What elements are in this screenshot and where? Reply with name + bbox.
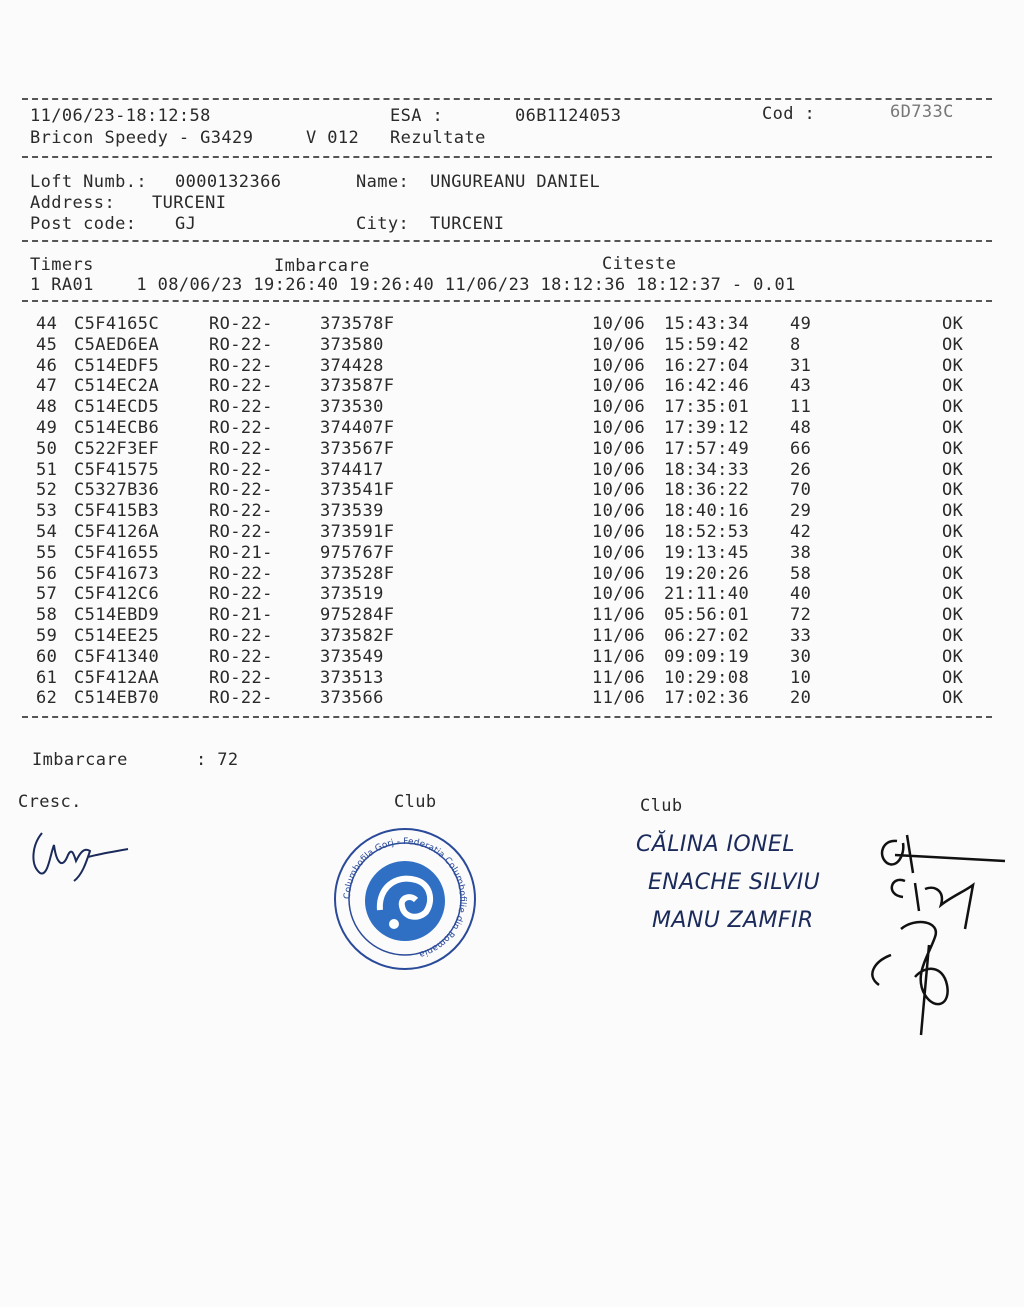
row-number: 54 [36, 522, 58, 542]
row-number: 48 [36, 397, 58, 418]
position: 10 [790, 667, 812, 688]
esa-label: ESA : [390, 106, 444, 126]
row-number: 57 [36, 584, 58, 605]
city-value: TURCENI [430, 214, 505, 234]
row-number: 55 [36, 542, 58, 563]
chip-code: C514EC2A [74, 376, 160, 397]
ring-prefix: RO-22- [209, 626, 273, 646]
arrival-date: 10/06 [592, 397, 646, 418]
arrival-date: 10/06 [592, 376, 646, 397]
row-number: 45 [36, 334, 58, 355]
position: 8 [790, 334, 801, 355]
status: OK [942, 688, 964, 709]
chip-code: C5F41673 [74, 563, 160, 584]
ring-prefix: RO-22- [209, 418, 273, 438]
ring-prefix: RO-22- [209, 667, 273, 688]
status: OK [942, 542, 964, 563]
table-row [0, 626, 1000, 646]
arrival-time: 18:34:33 [664, 459, 750, 480]
summary-imbarcare-value: : 72 [196, 750, 239, 770]
position: 49 [790, 314, 812, 334]
table-row [0, 376, 1000, 396]
status: OK [942, 667, 964, 688]
status: OK [942, 334, 964, 355]
club-member-3: MANU ZAMFIR [652, 908, 814, 933]
position: 72 [790, 605, 812, 626]
ring-number: 373539 [320, 501, 384, 522]
divider [22, 240, 992, 242]
table-row [0, 314, 1000, 334]
esa-value: 06B1124053 [515, 106, 622, 126]
status: OK [942, 376, 964, 397]
ring-prefix: RO-22- [209, 355, 273, 376]
ring-number: 373587F [320, 376, 395, 397]
ring-number: 373530 [320, 397, 384, 418]
chip-code: C514ECB6 [74, 418, 160, 438]
chip-code: C5F41340 [74, 646, 160, 667]
position: 38 [790, 542, 812, 563]
ring-prefix: RO-22- [209, 501, 273, 522]
arrival-date: 10/06 [592, 522, 646, 542]
club-stamp [332, 826, 478, 972]
chip-code: C5F41575 [74, 459, 160, 480]
club-member-2: ENACHE SILVIU [648, 870, 821, 895]
arrival-date: 10/06 [592, 334, 646, 355]
status: OK [942, 522, 964, 542]
arrival-date: 11/06 [592, 605, 646, 626]
status: OK [942, 584, 964, 605]
print-datetime: 11/06/23-18:12:58 [30, 106, 211, 126]
row-number: 53 [36, 501, 58, 522]
ring-number: 373519 [320, 584, 384, 605]
ring-prefix: RO-21- [209, 605, 273, 626]
ring-number: 373578F [320, 314, 395, 334]
arrival-date: 11/06 [592, 688, 646, 709]
ring-prefix: RO-21- [209, 542, 273, 563]
table-row [0, 480, 1000, 500]
table-row [0, 647, 1000, 667]
arrival-time: 18:36:22 [664, 480, 750, 501]
position: 70 [790, 480, 812, 501]
mode: Rezultate [390, 128, 486, 148]
device-name: Bricon Speedy - G3429 [30, 128, 254, 148]
loft-label: Loft Numb.: [30, 172, 147, 192]
position: 26 [790, 459, 812, 480]
table-row [0, 668, 1000, 688]
ring-number: 374428 [320, 355, 384, 376]
position: 42 [790, 522, 812, 542]
row-number: 58 [36, 605, 58, 626]
ring-number: 374417 [320, 459, 384, 480]
ring-number: 975284F [320, 605, 395, 626]
arrival-date: 10/06 [592, 542, 646, 563]
status: OK [942, 480, 964, 501]
position: 30 [790, 646, 812, 667]
position: 40 [790, 584, 812, 605]
city-label: City: [356, 214, 410, 234]
postcode-label: Post code: [30, 214, 137, 234]
address-value: TURCENI [152, 193, 227, 213]
row-number: 44 [36, 314, 58, 334]
position: 29 [790, 501, 812, 522]
ring-number: 374407F [320, 418, 395, 438]
arrival-time: 18:52:53 [664, 522, 750, 542]
ring-number: 373541F [320, 480, 395, 501]
club-member-1: CĂLINA IONEL [636, 832, 795, 857]
table-row [0, 584, 1000, 604]
chip-code: C5F412C6 [74, 584, 160, 605]
imbarcare-label: Imbarcare [274, 256, 370, 276]
ring-number: 373549 [320, 646, 384, 667]
ring-number: 975767F [320, 542, 395, 563]
status: OK [942, 646, 964, 667]
arrival-time: 16:42:46 [664, 376, 750, 397]
arrival-time: 18:40:16 [664, 501, 750, 522]
member-signatures [855, 825, 1015, 1045]
version: V 012 [306, 128, 360, 148]
address-label: Address: [30, 193, 116, 213]
table-row [0, 564, 1000, 584]
arrival-date: 10/06 [592, 501, 646, 522]
status: OK [942, 459, 964, 480]
ring-number: 373528F [320, 563, 395, 584]
chip-code: C514EB70 [74, 688, 160, 709]
stamp-text: Columbofila Gorj - Federatia Columbofilie din Romania [342, 836, 468, 960]
arrival-date: 11/06 [592, 626, 646, 646]
arrival-date: 10/06 [592, 459, 646, 480]
chip-code: C514EE25 [74, 626, 160, 646]
arrival-time: 17:35:01 [664, 397, 750, 418]
table-row [0, 356, 1000, 376]
row-number: 50 [36, 438, 58, 459]
cod-label: Cod : [762, 104, 816, 124]
ring-prefix: RO-22- [209, 688, 273, 709]
position: 33 [790, 626, 812, 646]
position: 43 [790, 376, 812, 397]
arrival-date: 10/06 [592, 563, 646, 584]
divider [22, 300, 992, 302]
table-row [0, 460, 1000, 480]
table-row [0, 439, 1000, 459]
chip-code: C5F4126A [74, 522, 160, 542]
chip-code: C5327B36 [74, 480, 160, 501]
chip-code: C5F41655 [74, 542, 160, 563]
chip-code: C514EBD9 [74, 605, 160, 626]
name-value: UNGUREANU DANIEL [430, 172, 601, 192]
citeste-label: Citeste [602, 254, 677, 274]
chip-code: C5AED6EA [74, 334, 160, 355]
timers-label: Timers [30, 255, 94, 275]
name-label: Name: [356, 172, 410, 192]
arrival-date: 10/06 [592, 314, 646, 334]
status: OK [942, 397, 964, 418]
arrival-date: 10/06 [592, 438, 646, 459]
cresc-label: Cresc. [18, 792, 82, 812]
ring-number: 373582F [320, 626, 395, 646]
arrival-time: 19:20:26 [664, 563, 750, 584]
arrival-date: 10/06 [592, 418, 646, 438]
arrival-date: 10/06 [592, 355, 646, 376]
chip-code: C5F415B3 [74, 501, 160, 522]
table-row [0, 522, 1000, 542]
row-number: 62 [36, 688, 58, 709]
ring-number: 373580 [320, 334, 384, 355]
ring-prefix: RO-22- [209, 480, 273, 501]
ring-prefix: RO-22- [209, 459, 273, 480]
timer-line: 1 RA01 1 08/06/23 19:26:40 19:26:40 11/06/23 18:12:36 18:12:37 - 0.01 [30, 275, 796, 295]
arrival-date: 11/06 [592, 667, 646, 688]
ring-number: 373591F [320, 522, 395, 542]
chip-code: C5F412AA [74, 667, 160, 688]
position: 31 [790, 355, 812, 376]
row-number: 49 [36, 418, 58, 438]
arrival-time: 17:39:12 [664, 418, 750, 438]
loft-value: 0000132366 [175, 172, 282, 192]
row-number: 60 [36, 646, 58, 667]
ring-prefix: RO-22- [209, 584, 273, 605]
row-number: 51 [36, 459, 58, 480]
ring-prefix: RO-22- [209, 438, 273, 459]
arrival-time: 10:29:08 [664, 667, 750, 688]
ring-number: 373567F [320, 438, 395, 459]
table-row [0, 335, 1000, 355]
table-row [0, 397, 1000, 417]
ring-number: 373513 [320, 667, 384, 688]
club-label-2: Club [640, 796, 683, 816]
arrival-time: 17:02:36 [664, 688, 750, 709]
table-row [0, 501, 1000, 521]
chip-code: C522F3EF [74, 438, 160, 459]
arrival-time: 15:43:34 [664, 314, 750, 334]
status: OK [942, 605, 964, 626]
status: OK [942, 501, 964, 522]
position: 48 [790, 418, 812, 438]
arrival-time: 15:59:42 [664, 334, 750, 355]
status: OK [942, 418, 964, 438]
ring-prefix: RO-22- [209, 563, 273, 584]
ring-prefix: RO-22- [209, 646, 273, 667]
row-number: 52 [36, 480, 58, 501]
table-row [0, 418, 1000, 438]
ring-prefix: RO-22- [209, 314, 273, 334]
cod-value: 6D733C [890, 102, 954, 122]
status: OK [942, 355, 964, 376]
table-row [0, 543, 1000, 563]
divider [22, 716, 992, 718]
ring-prefix: RO-22- [209, 376, 273, 397]
table-row [0, 688, 1000, 708]
divider [22, 98, 992, 100]
arrival-date: 10/06 [592, 480, 646, 501]
club-label: Club [394, 792, 437, 812]
row-number: 47 [36, 376, 58, 397]
arrival-time: 19:13:45 [664, 542, 750, 563]
arrival-date: 10/06 [592, 584, 646, 605]
row-number: 46 [36, 355, 58, 376]
arrival-time: 17:57:49 [664, 438, 750, 459]
position: 11 [790, 397, 812, 418]
arrival-time: 06:27:02 [664, 626, 750, 646]
row-number: 59 [36, 626, 58, 646]
breeder-signature [28, 825, 138, 885]
status: OK [942, 626, 964, 646]
status: OK [942, 438, 964, 459]
arrival-date: 11/06 [592, 646, 646, 667]
chip-code: C514ECD5 [74, 397, 160, 418]
arrival-time: 05:56:01 [664, 605, 750, 626]
arrival-time: 16:27:04 [664, 355, 750, 376]
ring-number: 373566 [320, 688, 384, 709]
status: OK [942, 563, 964, 584]
chip-code: C5F4165C [74, 314, 160, 334]
divider [22, 156, 992, 158]
row-number: 56 [36, 563, 58, 584]
position: 58 [790, 563, 812, 584]
ring-prefix: RO-22- [209, 522, 273, 542]
row-number: 61 [36, 667, 58, 688]
ring-prefix: RO-22- [209, 397, 273, 418]
chip-code: C514EDF5 [74, 355, 160, 376]
table-row [0, 605, 1000, 625]
summary-imbarcare-label: Imbarcare [32, 750, 128, 770]
ring-prefix: RO-22- [209, 334, 273, 355]
status: OK [942, 314, 964, 334]
position: 20 [790, 688, 812, 709]
arrival-time: 21:11:40 [664, 584, 750, 605]
postcode-value: GJ [175, 214, 197, 234]
arrival-time: 09:09:19 [664, 646, 750, 667]
position: 66 [790, 438, 812, 459]
